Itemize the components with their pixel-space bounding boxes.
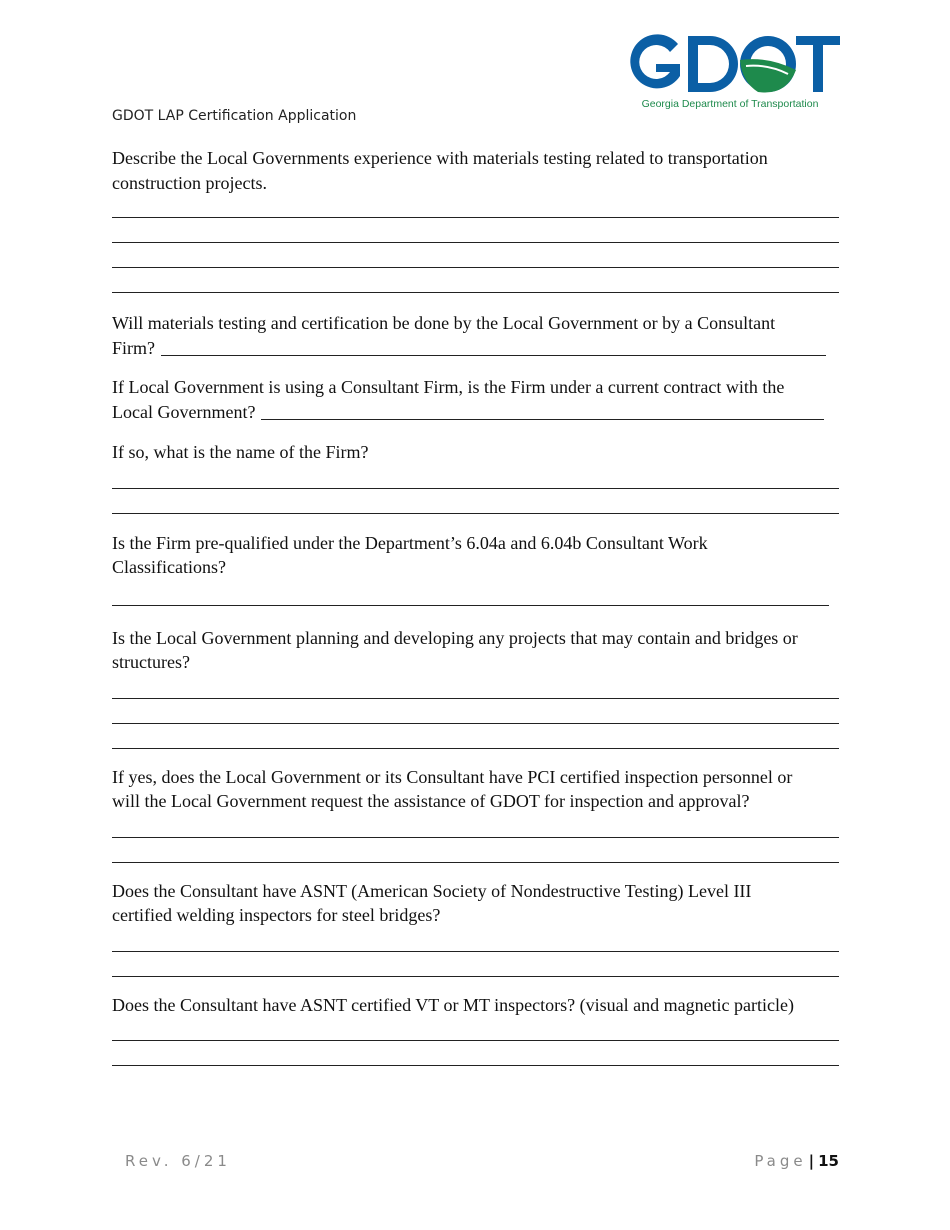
logo-subtitle: Georgia Department of Transportation — [641, 98, 819, 110]
form-content — [112, 146, 839, 1066]
answer-line[interactable] — [112, 242, 839, 243]
answer-line[interactable] — [261, 401, 824, 420]
question-text: will the Local Government request the assistance of GDOT for inspection and approval? — [112, 791, 750, 811]
answer-line[interactable] — [112, 976, 839, 977]
answer-line[interactable] — [112, 951, 839, 952]
question-text: Describe the Local Governments experience with materials testing related to transportation — [112, 148, 768, 168]
page-label: Page — [754, 1152, 807, 1170]
answer-line[interactable] — [112, 267, 839, 268]
question-text: Is the Firm pre-qualified under the Department’s 6.04a and 6.04b Consultant Work — [112, 532, 708, 553]
answer-line[interactable] — [112, 1040, 839, 1041]
header-title: GDOT LAP Certification Application — [112, 108, 357, 124]
question-text: structures? — [112, 652, 190, 672]
revision-label: Rev. 6/21 — [125, 1152, 231, 1170]
question-text: Does the Consultant have ASNT (American Society of Nondestructive Testing) Level III — [112, 880, 752, 901]
answer-line[interactable] — [112, 698, 839, 699]
answer-line[interactable] — [112, 605, 829, 606]
question-line-with-answer — [112, 400, 839, 425]
question-text: Firm? — [112, 337, 155, 358]
answer-line[interactable] — [112, 723, 839, 724]
question-text: Classifications? — [112, 557, 226, 577]
logo-mark — [630, 34, 840, 92]
answer-line[interactable] — [112, 748, 839, 749]
page-separator: | — [808, 1152, 815, 1170]
question-text: If Local Government is using a Consultant Firm, is the Firm under a current contract with the — [112, 377, 785, 397]
gdot-logo — [618, 30, 843, 112]
question-text: Local Government? — [112, 401, 256, 422]
page-number — [754, 1152, 839, 1170]
answer-line[interactable] — [112, 217, 839, 218]
question-text: Will materials testing and certification be done by the Local Government or by a Consultant — [112, 313, 776, 333]
answer-line[interactable] — [112, 862, 839, 863]
question-text: If yes, does the Local Government or its Consultant have PCI certified inspection personnel or — [112, 766, 793, 787]
question-text: If so, what is the name of the Firm? — [112, 442, 369, 462]
page-number-value: 15 — [818, 1152, 839, 1170]
question-line-with-answer — [112, 336, 839, 361]
answer-line[interactable] — [112, 488, 839, 489]
question-text: certified welding inspectors for steel bridges? — [112, 905, 441, 925]
answer-line[interactable] — [112, 837, 839, 838]
question-text: construction projects. — [112, 172, 267, 193]
answer-line[interactable] — [112, 513, 839, 514]
answer-line[interactable] — [112, 292, 839, 293]
question-text: Is the Local Government planning and developing any projects that may contain and bridges or — [112, 627, 798, 648]
answer-line[interactable] — [161, 337, 826, 356]
question-text: Does the Consultant have ASNT certified VT or MT inspectors? (visual and magnetic particle) — [112, 994, 795, 1015]
answer-line[interactable] — [112, 1065, 839, 1066]
